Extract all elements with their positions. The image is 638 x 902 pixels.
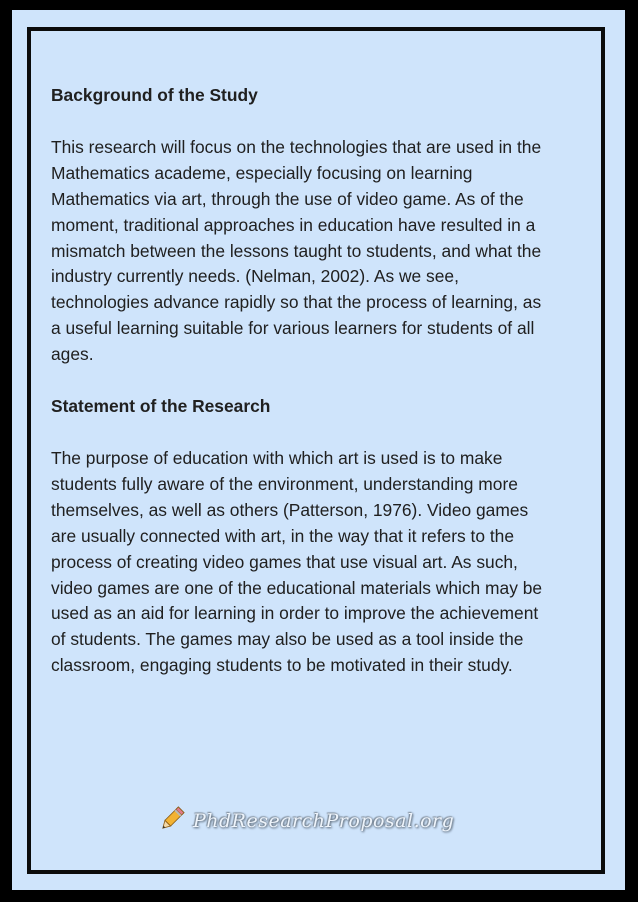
watermark-text: PhdResearchProposal.org [193, 810, 455, 832]
paragraph-statement [51, 446, 597, 679]
paragraph-background [51, 135, 597, 368]
document-page [12, 10, 625, 890]
text-line: of students. The games may also be used as a tool inside the [51, 629, 524, 650]
text-line: used as an aid for learning in order to improve the achievement [51, 603, 539, 624]
site-watermark [157, 803, 487, 839]
text-line: students fully aware of the environment, understanding more [51, 473, 518, 494]
text-line: moment, traditional approaches in education have resulted in a [51, 214, 536, 235]
text-line: video games are one of the educational materials which may be [51, 577, 543, 598]
section-heading-background: Background of the Study [51, 85, 258, 105]
text-line: The purpose of education with which art is used is to make [51, 447, 503, 468]
section-heading-statement: Statement of the Research [51, 396, 271, 417]
text-line: themselves, as well as others (Patterson, 1976). Video games [51, 499, 529, 520]
document-content [51, 83, 597, 705]
text-line: industry currently needs. (Nelman, 2002). As we see, [51, 266, 459, 287]
text-line: technologies advance rapidly so that the process of learning, as [51, 292, 542, 313]
text-line: This research will focus on the technologies that are used in the [51, 136, 542, 157]
text-line: are usually connected with art, in the way that it refers to the [51, 525, 515, 546]
text-line: classroom, engaging students to be motivated in their study. [51, 655, 513, 676]
text-line: Mathematics via art, through the use of video game. As of the [51, 188, 524, 209]
pencil-icon [157, 804, 187, 839]
text-line: a useful learning suitable for various learners for students of all [51, 318, 535, 339]
text-line: Mathematics academe, especially focusing on learning [51, 162, 473, 183]
text-line: ages. [51, 344, 94, 365]
text-line: mismatch between the lessons taught to students, and what the [51, 240, 542, 261]
text-line: process of creating video games that use visual art. As such, [51, 551, 518, 572]
